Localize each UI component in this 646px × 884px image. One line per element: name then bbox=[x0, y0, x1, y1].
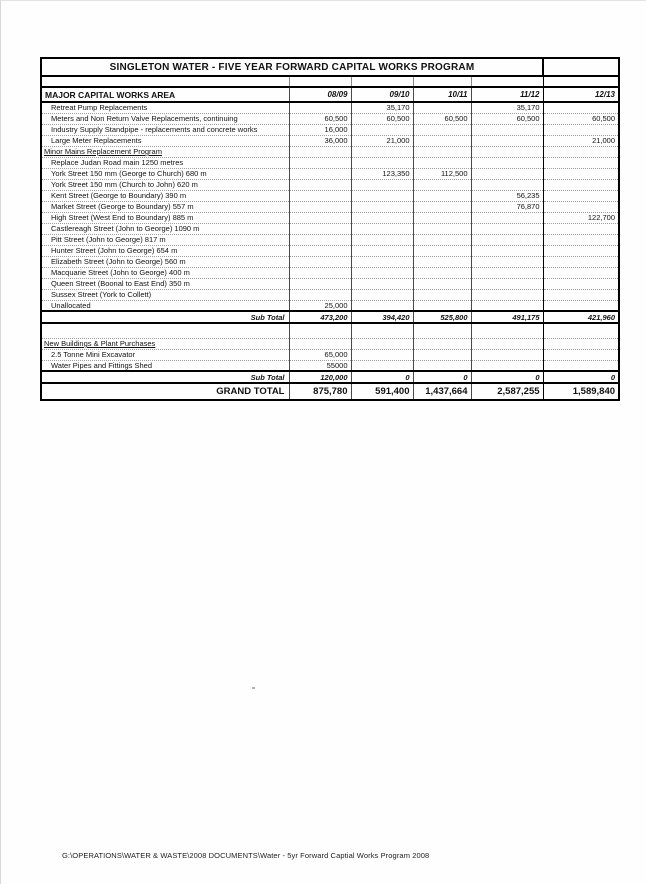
table-row-item bbox=[41, 190, 619, 201]
row-value bbox=[289, 338, 351, 349]
row-label: Meters and Non Return Valve Replacements, continuing bbox=[41, 113, 289, 124]
header-year-09-10: 09/10 bbox=[351, 87, 413, 102]
row-value bbox=[351, 289, 413, 300]
row-value bbox=[413, 223, 471, 234]
table-row-item bbox=[41, 124, 619, 135]
table-row-section bbox=[41, 146, 619, 157]
row-value bbox=[543, 278, 619, 289]
row-label: Minor Mains Replacement Program bbox=[41, 146, 289, 157]
row-value bbox=[543, 124, 619, 135]
header-major-capital-works-area: MAJOR CAPITAL WORKS AREA bbox=[41, 87, 289, 102]
row-value bbox=[351, 349, 413, 360]
row-label: Large Meter Replacements bbox=[41, 135, 289, 146]
row-value bbox=[413, 245, 471, 256]
row-label: Sussex Street (York to Collett) bbox=[41, 289, 289, 300]
table-row-item bbox=[41, 360, 619, 371]
spacer-cell bbox=[41, 76, 289, 87]
row-value bbox=[543, 256, 619, 267]
row-value bbox=[351, 179, 413, 190]
row-value bbox=[351, 124, 413, 135]
table-row-item bbox=[41, 267, 619, 278]
row-value: 1,437,664 bbox=[413, 383, 471, 400]
row-value bbox=[351, 146, 413, 157]
row-value bbox=[543, 360, 619, 371]
row-value: 2,587,255 bbox=[471, 383, 543, 400]
row-label bbox=[41, 323, 289, 338]
row-value bbox=[471, 157, 543, 168]
row-label: New Buildings & Plant Purchases bbox=[41, 338, 289, 349]
row-value bbox=[351, 323, 413, 338]
row-value bbox=[289, 190, 351, 201]
row-value bbox=[289, 146, 351, 157]
header-year-12-13: 12/13 bbox=[543, 87, 619, 102]
row-value bbox=[543, 157, 619, 168]
row-value: 591,400 bbox=[351, 383, 413, 400]
title-row-empty-cell bbox=[543, 58, 619, 76]
row-value bbox=[351, 157, 413, 168]
row-value bbox=[471, 323, 543, 338]
row-value bbox=[289, 234, 351, 245]
row-value bbox=[289, 289, 351, 300]
row-value bbox=[543, 102, 619, 113]
row-value: 60,500 bbox=[413, 113, 471, 124]
row-value bbox=[543, 245, 619, 256]
row-value bbox=[289, 168, 351, 179]
spacer-cell bbox=[289, 76, 351, 87]
row-value bbox=[289, 256, 351, 267]
table-row-item bbox=[41, 278, 619, 289]
row-value bbox=[413, 278, 471, 289]
row-label: Macquarie Street (John to George) 400 m bbox=[41, 267, 289, 278]
table-row-item bbox=[41, 168, 619, 179]
row-value: 491,175 bbox=[471, 311, 543, 323]
row-value bbox=[543, 267, 619, 278]
table-row-item bbox=[41, 223, 619, 234]
row-value: 123,350 bbox=[351, 168, 413, 179]
row-value bbox=[351, 223, 413, 234]
row-label: GRAND TOTAL bbox=[41, 383, 289, 400]
row-value bbox=[289, 179, 351, 190]
row-value: 55000 bbox=[289, 360, 351, 371]
row-value: 25,000 bbox=[289, 300, 351, 311]
row-value bbox=[351, 245, 413, 256]
table-row-subtotal bbox=[41, 371, 619, 383]
row-value bbox=[471, 234, 543, 245]
table-row-grandtotal bbox=[41, 383, 619, 400]
row-value bbox=[413, 212, 471, 223]
row-value bbox=[351, 267, 413, 278]
row-value bbox=[471, 289, 543, 300]
row-value bbox=[543, 190, 619, 201]
row-value: 421,960 bbox=[543, 311, 619, 323]
row-value bbox=[543, 289, 619, 300]
table-row-item bbox=[41, 245, 619, 256]
row-value bbox=[289, 323, 351, 338]
table-row-item bbox=[41, 300, 619, 311]
title-row bbox=[41, 58, 619, 76]
row-label: Market Street (George to Boundary) 557 m bbox=[41, 201, 289, 212]
row-value bbox=[351, 278, 413, 289]
row-value bbox=[471, 223, 543, 234]
row-value: 65,000 bbox=[289, 349, 351, 360]
row-value bbox=[351, 190, 413, 201]
table-row-item bbox=[41, 157, 619, 168]
row-value bbox=[471, 146, 543, 157]
row-value bbox=[413, 256, 471, 267]
row-value bbox=[289, 212, 351, 223]
row-label: High Street (West End to Boundary) 885 m bbox=[41, 212, 289, 223]
spacer-cell bbox=[413, 76, 471, 87]
row-value bbox=[471, 300, 543, 311]
row-value bbox=[413, 267, 471, 278]
row-label: Water Pipes and Fittings Shed bbox=[41, 360, 289, 371]
row-label: Elizabeth Street (John to George) 560 m bbox=[41, 256, 289, 267]
table-row-item bbox=[41, 289, 619, 300]
table-row-item bbox=[41, 113, 619, 124]
row-value bbox=[471, 349, 543, 360]
row-value bbox=[471, 135, 543, 146]
row-value bbox=[351, 360, 413, 371]
row-value: 525,800 bbox=[413, 311, 471, 323]
row-value: 112,500 bbox=[413, 168, 471, 179]
row-value bbox=[543, 179, 619, 190]
document-title: SINGLETON WATER - FIVE YEAR FORWARD CAPITAL WORKS PROGRAM bbox=[41, 58, 543, 76]
row-value: 60,500 bbox=[289, 113, 351, 124]
row-value: 0 bbox=[543, 371, 619, 383]
row-value bbox=[471, 256, 543, 267]
row-label: Hunter Street (John to George) 654 m bbox=[41, 245, 289, 256]
row-value bbox=[543, 234, 619, 245]
row-value bbox=[413, 190, 471, 201]
row-value bbox=[289, 278, 351, 289]
row-value bbox=[471, 212, 543, 223]
row-value bbox=[351, 338, 413, 349]
row-value bbox=[351, 212, 413, 223]
row-value bbox=[413, 234, 471, 245]
row-value bbox=[471, 267, 543, 278]
row-value: 1,589,840 bbox=[543, 383, 619, 400]
row-value bbox=[543, 168, 619, 179]
table-row-item bbox=[41, 256, 619, 267]
row-value bbox=[413, 201, 471, 212]
capital-works-table bbox=[40, 57, 620, 401]
row-value bbox=[289, 245, 351, 256]
row-value bbox=[413, 300, 471, 311]
row-value bbox=[413, 360, 471, 371]
header-year-11-12: 11/12 bbox=[471, 87, 543, 102]
row-value: 120,000 bbox=[289, 371, 351, 383]
row-value bbox=[413, 146, 471, 157]
row-value bbox=[543, 349, 619, 360]
row-value bbox=[413, 135, 471, 146]
table-row-item bbox=[41, 102, 619, 113]
row-label: Industry Supply Standpipe - replacements and concrete works bbox=[41, 124, 289, 135]
row-value bbox=[471, 245, 543, 256]
row-value bbox=[543, 201, 619, 212]
row-value: 0 bbox=[413, 371, 471, 383]
row-value: 21,000 bbox=[543, 135, 619, 146]
row-value bbox=[543, 146, 619, 157]
row-value bbox=[471, 278, 543, 289]
row-value bbox=[351, 300, 413, 311]
row-value bbox=[413, 102, 471, 113]
row-value: 875,780 bbox=[289, 383, 351, 400]
row-label: York Street 150 mm (George to Church) 680 m bbox=[41, 168, 289, 179]
row-value bbox=[289, 223, 351, 234]
row-value bbox=[413, 124, 471, 135]
row-value: 0 bbox=[471, 371, 543, 383]
row-value bbox=[471, 360, 543, 371]
row-label: Sub Total bbox=[41, 311, 289, 323]
table-row-subtotal bbox=[41, 311, 619, 323]
row-value: 36,000 bbox=[289, 135, 351, 146]
row-label: Retreat Pump Replacements bbox=[41, 102, 289, 113]
row-value bbox=[471, 179, 543, 190]
row-value: 21,000 bbox=[351, 135, 413, 146]
row-value bbox=[471, 338, 543, 349]
row-value: 76,870 bbox=[471, 201, 543, 212]
row-value: 122,700 bbox=[543, 212, 619, 223]
row-value bbox=[413, 338, 471, 349]
row-value bbox=[289, 201, 351, 212]
row-value: 473,200 bbox=[289, 311, 351, 323]
table-row-blank bbox=[41, 323, 619, 338]
row-label: Castlereagh Street (John to George) 1090 m bbox=[41, 223, 289, 234]
row-value bbox=[351, 201, 413, 212]
row-value bbox=[289, 102, 351, 113]
table-row-item bbox=[41, 349, 619, 360]
row-value bbox=[413, 289, 471, 300]
row-value: 0 bbox=[351, 371, 413, 383]
row-value: 35,170 bbox=[471, 102, 543, 113]
row-value bbox=[289, 267, 351, 278]
table-row-section bbox=[41, 338, 619, 349]
row-value bbox=[289, 157, 351, 168]
spacer-row bbox=[41, 76, 619, 87]
table-row-item bbox=[41, 135, 619, 146]
row-value: 56,235 bbox=[471, 190, 543, 201]
row-value bbox=[471, 124, 543, 135]
row-value bbox=[543, 323, 619, 338]
row-value: 60,500 bbox=[471, 113, 543, 124]
row-label: Kent Street (George to Boundary) 390 m bbox=[41, 190, 289, 201]
table-row-item bbox=[41, 234, 619, 245]
row-value bbox=[543, 300, 619, 311]
row-label: Queen Street (Boonal to East End) 350 m bbox=[41, 278, 289, 289]
header-year-08-09: 08/09 bbox=[289, 87, 351, 102]
table-row-item bbox=[41, 212, 619, 223]
row-value: 394,420 bbox=[351, 311, 413, 323]
spacer-cell bbox=[351, 76, 413, 87]
row-label: Pitt Street (John to George) 817 m bbox=[41, 234, 289, 245]
row-value: 60,500 bbox=[351, 113, 413, 124]
row-label: Sub Total bbox=[41, 371, 289, 383]
column-header-row bbox=[41, 87, 619, 102]
row-label: York Street 150 mm (Church to John) 620 m bbox=[41, 179, 289, 190]
file-path-footer: G:\OPERATIONS\WATER & WASTE\2008 DOCUMENTS\Water - 5yr Forward Captial Works Program 2008 bbox=[62, 851, 430, 860]
spacer-cell bbox=[471, 76, 543, 87]
header-year-10-11: 10/11 bbox=[413, 87, 471, 102]
row-value: 35,170 bbox=[351, 102, 413, 113]
row-value: 16,000 bbox=[289, 124, 351, 135]
scan-artifact-dot bbox=[252, 687, 255, 689]
row-value bbox=[413, 349, 471, 360]
row-value bbox=[351, 256, 413, 267]
row-value bbox=[351, 234, 413, 245]
row-label: Unallocated bbox=[41, 300, 289, 311]
table-row-item bbox=[41, 179, 619, 190]
row-value bbox=[471, 168, 543, 179]
row-value bbox=[413, 323, 471, 338]
row-value bbox=[413, 179, 471, 190]
row-value bbox=[413, 157, 471, 168]
row-value bbox=[543, 223, 619, 234]
row-value bbox=[543, 338, 619, 349]
table-row-item bbox=[41, 201, 619, 212]
row-label: Replace Judan Road main 1250 metres bbox=[41, 157, 289, 168]
row-value: 60,500 bbox=[543, 113, 619, 124]
spacer-cell bbox=[543, 76, 619, 87]
row-label: 2.5 Tonne Mini Excavator bbox=[41, 349, 289, 360]
